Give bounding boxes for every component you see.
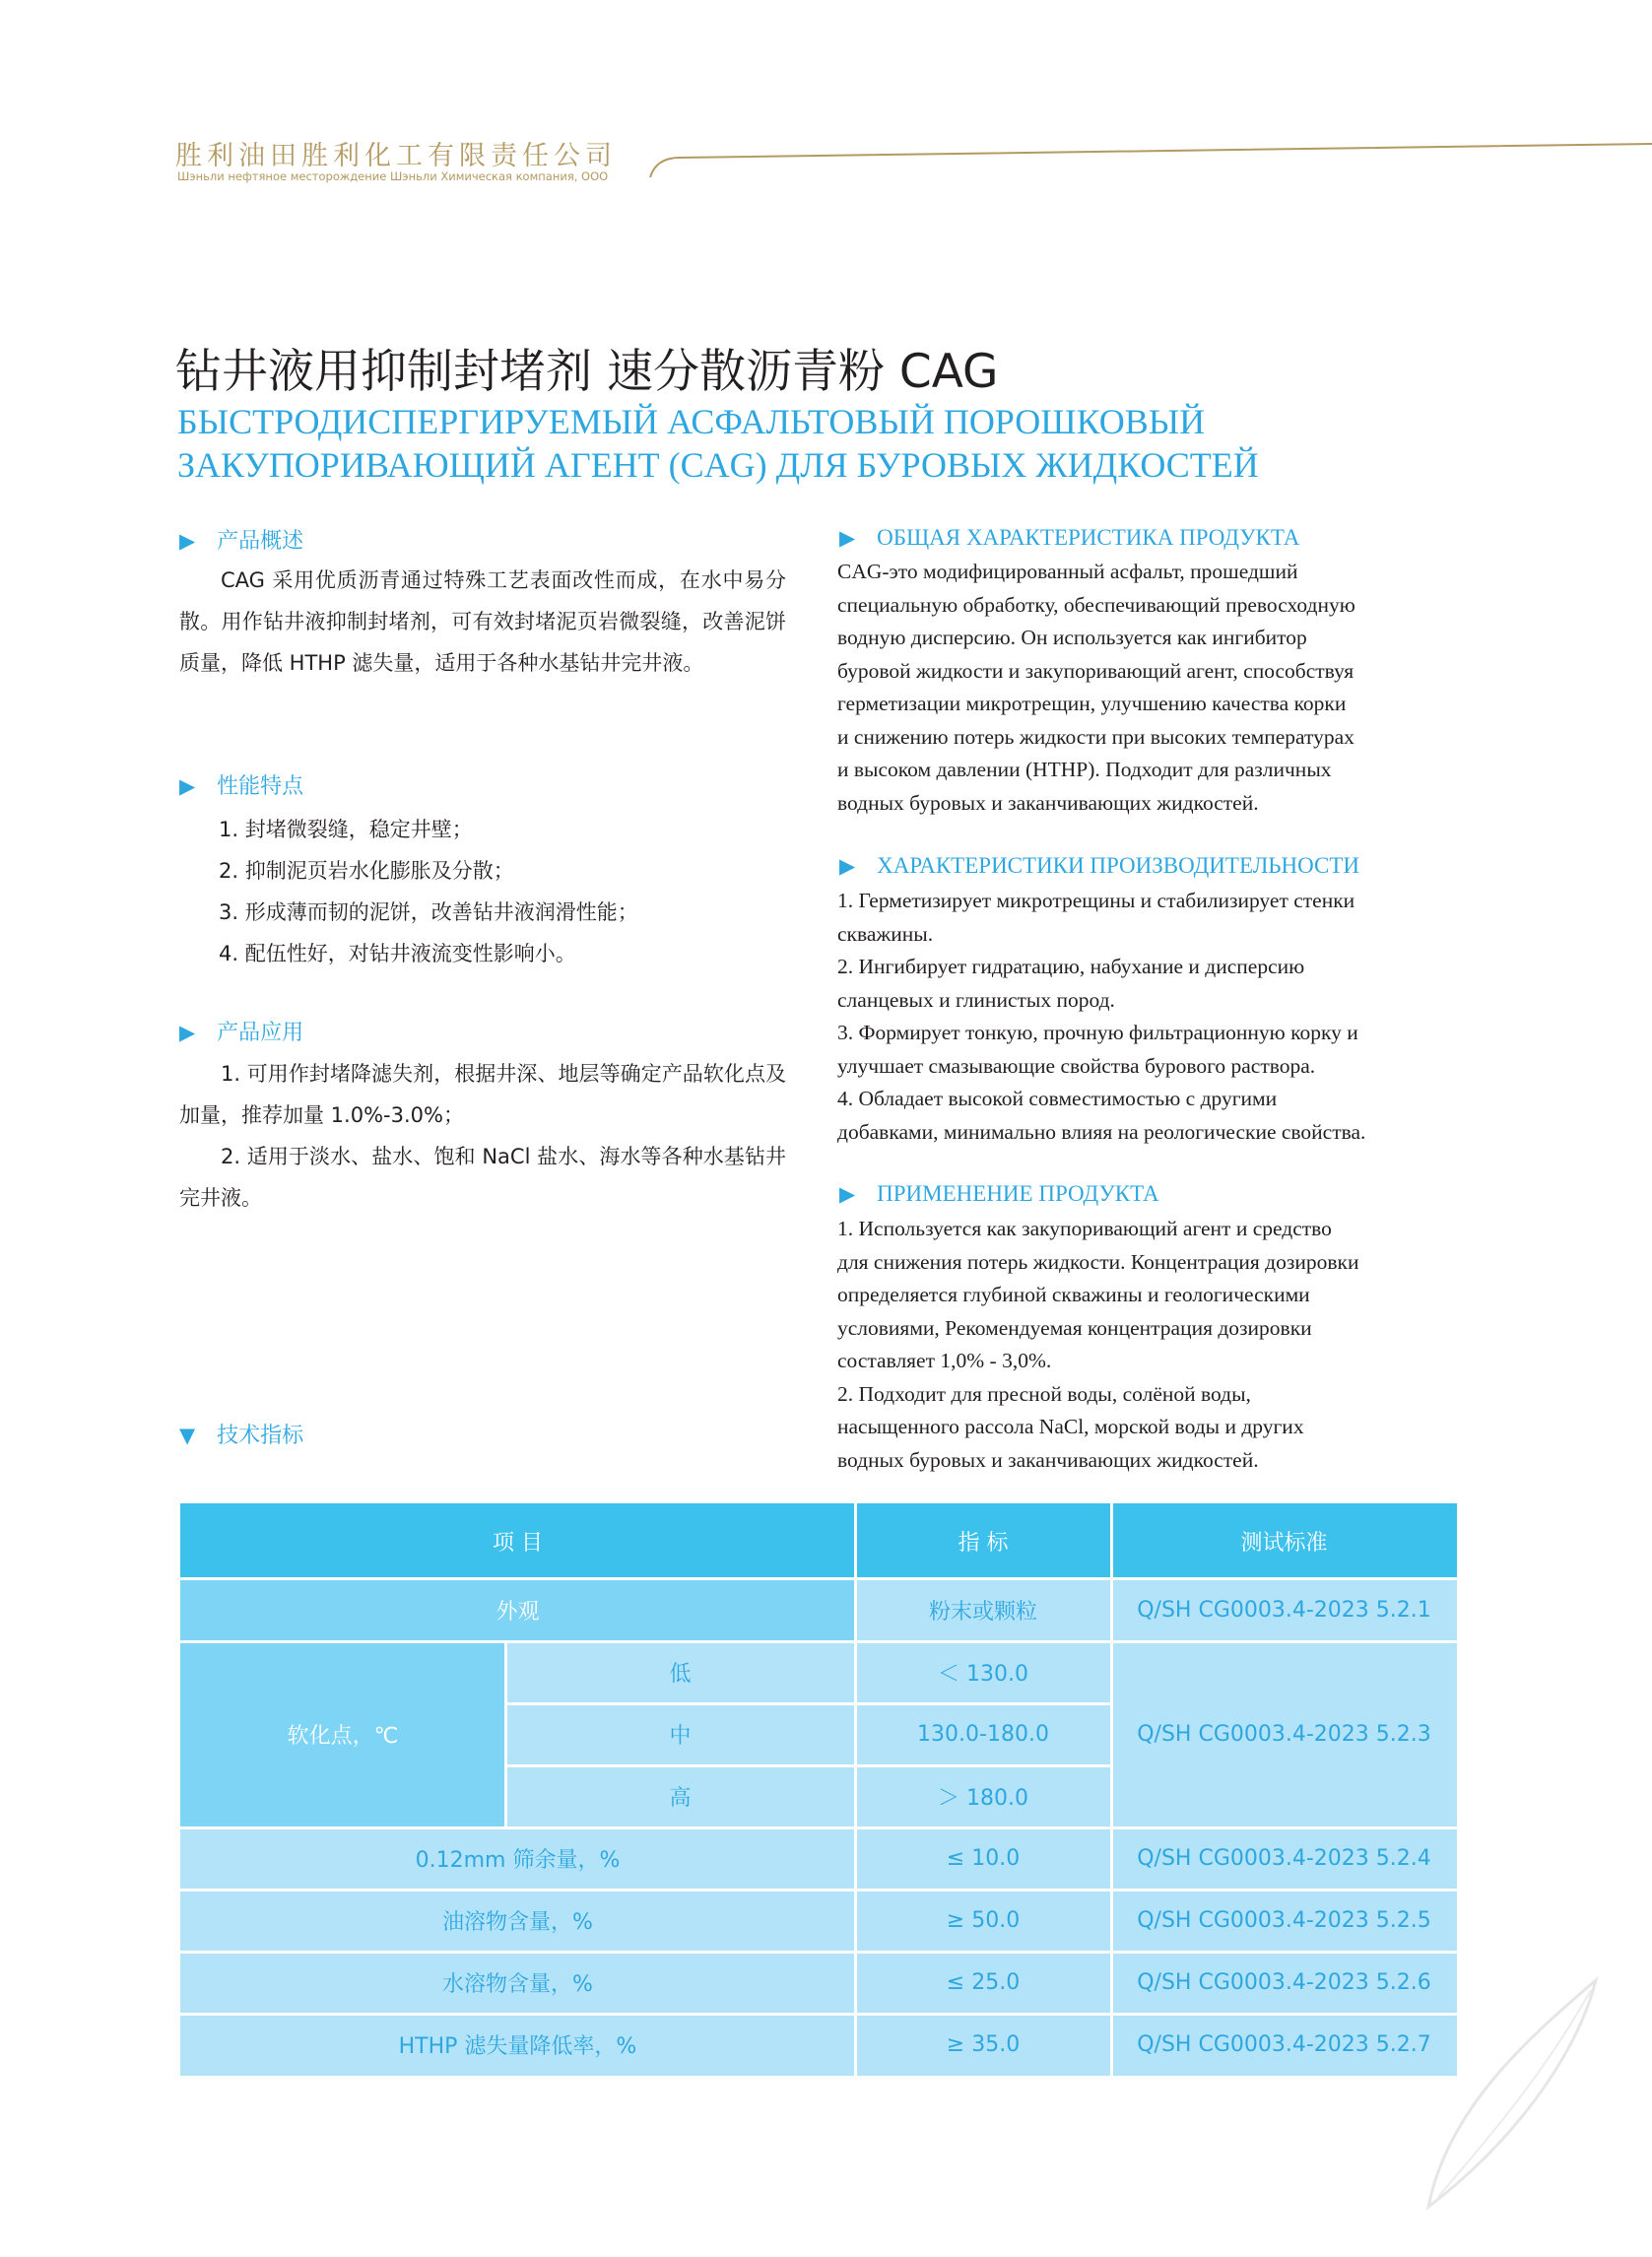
table-divider — [180, 2013, 1457, 2016]
table-divider — [504, 1641, 507, 1827]
table-divider — [180, 1826, 1457, 1829]
table-row-value: ≤ 25.0 — [855, 1952, 1111, 2014]
table-row-value: ≥ 35.0 — [855, 2014, 1111, 2076]
feature-item: 1. 封堵微裂缝，稳定井壁； — [219, 818, 473, 841]
text-line: для снижения потерь жидкости. Концентрация дозировки — [837, 1249, 1359, 1274]
overview-text-cn: CAG 采用优质沥青通过特殊工艺表面改性而成，在水中易分散。用作钻井液抑制封堵剂，可有效封堵泥页岩微裂缝，改善泥饼质量，降低 HTHP 滤失量，适用于各种水基钻井完井液。 — [179, 568, 786, 675]
company-name-cn: 胜利油田胜利化工有限责任公司 — [175, 141, 617, 171]
table-row-appearance-standard: Q/SH CG0003.4-2023 5.2.1 — [1111, 1578, 1457, 1641]
table-divider — [180, 1577, 1457, 1580]
feature-item: 3. 形成薄而韧的泥饼，改善钻井液润滑性能； — [219, 900, 638, 924]
table-row-appearance-value: 粉末或颗粒 — [855, 1578, 1111, 1641]
table-row-value: ≤ 10.0 — [855, 1827, 1111, 1890]
table-row-softening-value: ＞ 180.0 — [855, 1765, 1111, 1827]
triangle-down-icon: ▼ — [179, 1424, 196, 1447]
text-line: 4. Обладает высокой совместимостью с другими — [837, 1087, 1278, 1110]
text-line: водную дисперсию. Он используется как ингибитор — [837, 626, 1307, 649]
triangle-right-icon: ▶ — [839, 1182, 856, 1206]
text-line: 1. Используется как закупоривающий агент и средство — [837, 1217, 1332, 1240]
section-heading-application-ru: ▶ ПРИМЕНЕНИЕ ПРОДУКТА — [839, 1181, 1159, 1206]
table-row-softening-grade: 中 — [505, 1703, 855, 1765]
text-line: насыщенного рассола NaCl, морской воды и других — [837, 1415, 1304, 1438]
table-row-appearance-item: 外观 — [180, 1578, 855, 1641]
triangle-right-icon: ▶ — [839, 526, 856, 550]
table-header-value: 指 标 — [855, 1503, 1111, 1578]
triangle-right-icon: ▶ — [179, 1021, 196, 1044]
section-heading-overview-cn: ▶ 产品概述 — [179, 529, 304, 554]
section-heading-application-cn: ▶ 产品应用 — [179, 1021, 304, 1045]
product-title-ru — [177, 400, 1259, 487]
table-row-standard: Q/SH CG0003.4-2023 5.2.5 — [1111, 1890, 1457, 1952]
text-line: 2. Подходит для пресной воды, солёной воды, — [837, 1381, 1251, 1406]
table-row-value: ≥ 50.0 — [855, 1890, 1111, 1952]
text-line: буровой жидкости и закупоривающий агент, способствуя — [837, 658, 1355, 683]
table-row-softening-value: ＜ 130.0 — [855, 1641, 1111, 1703]
table-row-standard: Q/SH CG0003.4-2023 5.2.4 — [1111, 1827, 1457, 1890]
triangle-right-icon: ▶ — [179, 774, 196, 798]
table-row-softening-grade: 低 — [505, 1641, 855, 1703]
text-line: 1. Герметизирует микротрещины и стабилизирует стенки — [837, 889, 1355, 912]
table-row-softening-standard: Q/SH CG0003.4-2023 5.2.3 — [1111, 1641, 1457, 1827]
text-line: специальную обработку, обеспечивающий превосходную — [837, 592, 1355, 617]
table-divider — [505, 1702, 1111, 1705]
product-title-ru-line2: ЗАКУПОРИВАЮЩИЙ АГЕНТ (CAG) ДЛЯ БУРОВЫХ ЖИДКОСТЕЙ — [177, 445, 1259, 485]
application-text-ru — [837, 1213, 1458, 1477]
application-item-cn: 1. 可用作封堵降滤失剂，根据井深、地层等确定产品软化点及加量，推荐加量 1.0%-3.0%； — [179, 1062, 786, 1127]
text-line: и снижению потерь жидкости при высоких температурах — [837, 724, 1355, 749]
table-header-standard: 测试标准 — [1111, 1503, 1457, 1578]
table-divider — [505, 1764, 1111, 1767]
table-row-standard: Q/SH CG0003.4-2023 5.2.6 — [1111, 1952, 1457, 2014]
triangle-right-icon: ▶ — [839, 854, 856, 878]
leaf-watermark-icon — [1389, 1951, 1645, 2246]
text-line: и высоком давлении (HTHP). Подходит для различных — [837, 758, 1332, 781]
text-line: герметизации микротрещин, улучшению качества корки — [837, 692, 1347, 715]
text-line: определяется глубиной скважины и геологическими — [837, 1283, 1310, 1306]
text-line: добавками, минимально влияя на реологические свойства. — [837, 1119, 1366, 1144]
text-line: CAG-это модифицированный асфальт, прошедший — [837, 560, 1298, 583]
product-title-ru-line1: БЫСТРОДИСПЕРГИРУЕМЫЙ АСФАЛЬТОВЫЙ ПОРОШКОВЫЙ — [177, 402, 1206, 441]
text-line: водных буровых и заканчивающих жидкостей. — [837, 790, 1259, 815]
application-item-cn: 2. 适用于淡水、盐水、饱和 NaCl 盐水、海水等各种水基钻井完井液。 — [179, 1145, 786, 1210]
header-decorative-line — [0, 0, 1652, 197]
table-row-softening-grade: 高 — [505, 1765, 855, 1827]
text-line: сланцевых и глинистых пород. — [837, 987, 1115, 1012]
section-heading-features-cn: ▶ 性能特点 — [179, 774, 304, 799]
table-row-item: 0.12mm 筛余量，% — [180, 1827, 855, 1890]
text-line: скважины. — [837, 921, 934, 946]
table-divider — [854, 1503, 857, 2076]
table-divider — [180, 1889, 1457, 1892]
table-row-softening-item: 软化点，℃ — [180, 1641, 505, 1827]
feature-item: 2. 抑制泥页岩水化膨胀及分散； — [219, 859, 514, 883]
table-row-item: 水溶物含量，% — [180, 1952, 855, 2014]
text-line: водных буровых и заканчивающих жидкостей. — [837, 1447, 1259, 1472]
performance-text-ru — [837, 885, 1458, 1149]
text-line: условиями, Рекомендуемая концентрация дозировки — [837, 1315, 1312, 1340]
table-divider — [1110, 1503, 1113, 2076]
product-title-cn: 钻井液用抑制封堵剂 速分散沥青粉 CAG — [175, 345, 999, 399]
section-heading-performance-ru: ▶ ХАРАКТЕРИСТИКИ ПРОИЗВОДИТЕЛЬНОСТИ — [839, 853, 1360, 878]
text-line: улучшает смазывающие свойства бурового раствора. — [837, 1053, 1316, 1078]
table-divider — [180, 1951, 1457, 1954]
table-row-standard: Q/SH CG0003.4-2023 5.2.7 — [1111, 2014, 1457, 2076]
table-row-item: HTHP 滤失量降低率，% — [180, 2014, 855, 2076]
table-divider — [180, 1640, 1457, 1643]
text-line: 2. Ингибирует гидратацию, набухание и дисперсию — [837, 955, 1305, 978]
text-line: 3. Формирует тонкую, прочную фильтрационную корку и — [837, 1021, 1358, 1044]
text-line: составляет 1,0% - 3,0%. — [837, 1349, 1052, 1372]
table-row-softening-value: 130.0-180.0 — [855, 1703, 1111, 1765]
section-heading-overview-ru: ▶ ОБЩАЯ ХАРАКТЕРИСТИКА ПРОДУКТА — [839, 525, 1300, 550]
overview-text-ru — [837, 556, 1458, 820]
company-name-ru: Шэньли нефтяное месторождение Шэньли Химическая компания, ООО — [177, 169, 609, 183]
feature-item: 4. 配伍性好，对钻井液流变性影响小。 — [219, 942, 576, 965]
section-heading-tech-cn: ▼ 技术指标 — [179, 1424, 304, 1448]
table-header-item: 项 目 — [180, 1503, 855, 1578]
table-row-item: 油溶物含量，% — [180, 1890, 855, 1952]
triangle-right-icon: ▶ — [179, 529, 196, 553]
